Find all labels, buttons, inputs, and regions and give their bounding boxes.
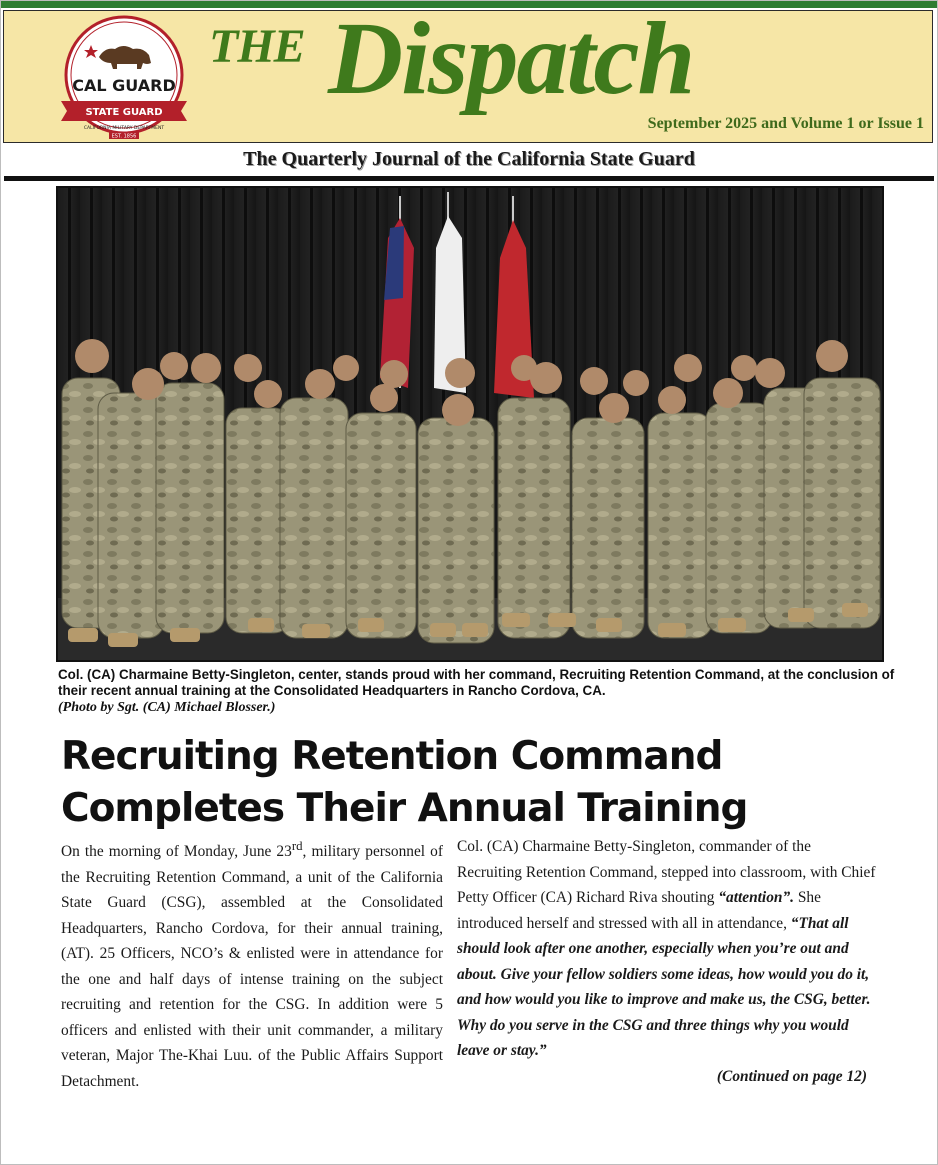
col2-text-a: Col. (CA) Charmaine Betty-Singleton, commander of the Recruiting Retention Command, stepped into classroom, with Chief Petty Officer (CA) Richard Riva shouting <box>457 838 876 906</box>
article-headline <box>61 731 747 835</box>
col1-text-a: On the morning of Monday, June 23 <box>61 843 292 861</box>
photo-credit: (Photo by Sgt. (CA) Michael Blosser.) <box>58 700 276 715</box>
col2-quote: “That all should look after one another, especially when you’re out and about. Give your fellow soldiers some ideas, how would you do it, and how would you like to improve and make us, the CSG, better. Why do you serve in the CSG and three things why you would leave or stay.” <box>457 914 871 1059</box>
group-photo <box>56 186 884 662</box>
masthead-title: Dispatch <box>328 1 694 116</box>
logo-cal-guard-text: CAL GUARD <box>72 76 176 95</box>
issue-line: September 2025 and Volume 1 or Issue 1 <box>647 115 924 132</box>
article-column-2 <box>457 834 877 1089</box>
logo-est-text: EST. 1856 <box>111 133 137 140</box>
masthead <box>3 1 933 143</box>
journal-subtitle: The Quarterly Journal of the California State Guard <box>243 148 695 170</box>
continued-link[interactable]: (Continued on page 12) <box>716 1067 867 1085</box>
divider-rule <box>4 176 934 181</box>
logo-department-text: CALIFORNIA MILITARY DEPARTMENT <box>83 126 165 131</box>
col1-superscript: rd <box>291 839 303 853</box>
logo-state-guard-text: STATE GUARD <box>85 107 163 118</box>
col2-attention: “attention”. <box>718 889 794 906</box>
headline-line-1: Recruiting Retention Command <box>61 734 723 779</box>
headline-line-2: Completes Their Annual Training <box>61 786 748 831</box>
col2-text-b: She introduced herself and stressed with all in attendance, <box>457 889 821 932</box>
photo-caption <box>58 667 908 716</box>
caption-text: Col. (CA) Charmaine Betty-Singleton, center, stands proud with her command, Recruiting Retention Command, at the conclusion of their recent annual training at the Consolidated Headquarters in Rancho Cordova, CA. <box>58 667 895 698</box>
article-column-1 <box>61 834 443 1094</box>
col1-text-b: , military personnel of the Recruiting Retention Command, a unit of the California State Guard (CSG), assembled at the Consolidated Headquarters, Rancho Cordova, for their annual training, (AT). 25 Officers, NCO’s & enlisted were in attendance for the one and half days of intense training on the subject recruiting and retention for the CSG. In addition were 5 officers and enlisted with their unit commander, a military veteran, Major The-Khai Luu. of the Public Affairs Support Detachment. <box>61 843 443 1090</box>
masthead-the: THE <box>209 20 305 73</box>
group-photo-illustration <box>58 188 884 662</box>
cal-guard-logo-icon <box>59 15 189 141</box>
